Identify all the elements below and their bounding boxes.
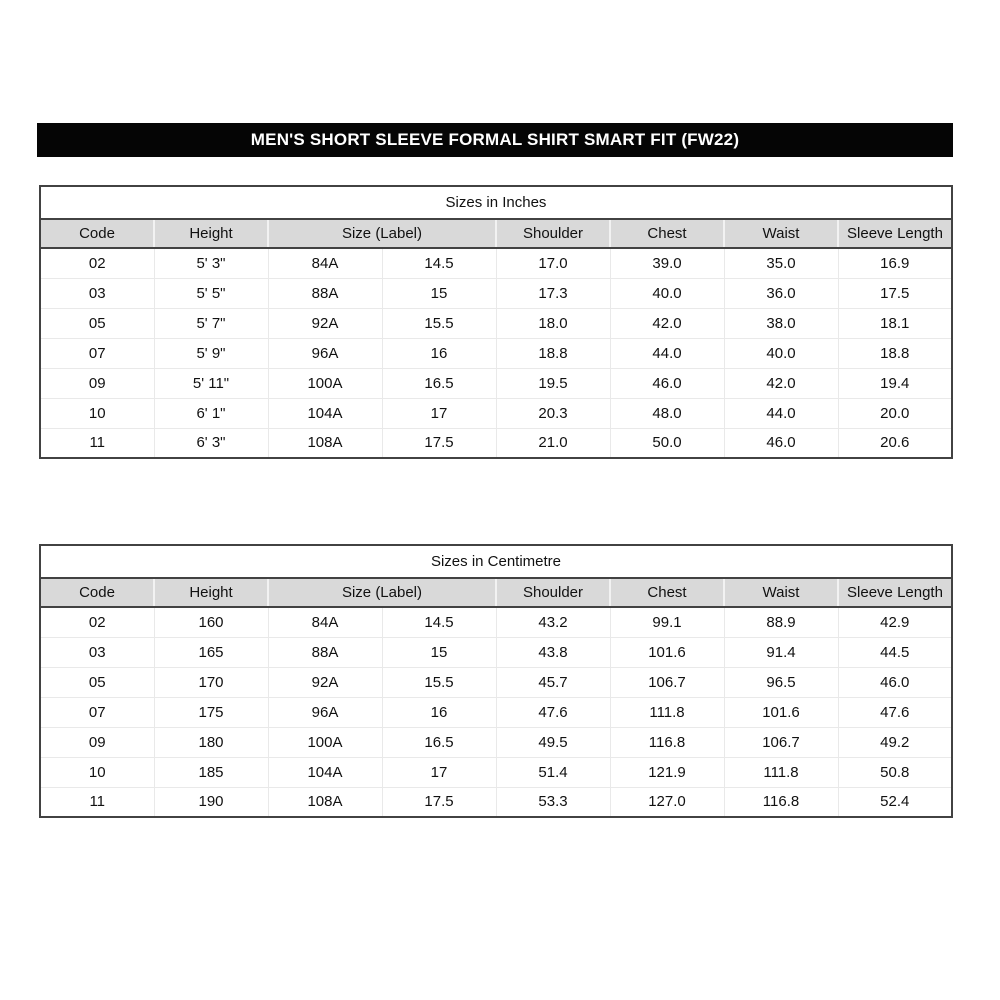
table-cell: 101.6 — [610, 637, 724, 667]
table-cell: 170 — [154, 667, 268, 697]
table-cell: 16 — [382, 697, 496, 727]
table-cell: 18.1 — [838, 308, 952, 338]
table-caption-row — [40, 186, 952, 219]
table-cell: 16.5 — [382, 727, 496, 757]
table-cell: 104A — [268, 398, 382, 428]
table-cell: 108A — [268, 428, 382, 458]
table-cell: 07 — [40, 338, 154, 368]
table-cell: 18.8 — [496, 338, 610, 368]
table-cell: 175 — [154, 697, 268, 727]
table-row — [40, 398, 952, 428]
column-header-code: Code — [40, 578, 154, 607]
table-cell: 46.0 — [724, 428, 838, 458]
centimetre-table — [39, 544, 953, 818]
table-cell: 99.1 — [610, 607, 724, 637]
column-header-height: Height — [154, 578, 268, 607]
table-cell: 15.5 — [382, 308, 496, 338]
table-cell: 5' 7" — [154, 308, 268, 338]
table-cell: 20.6 — [838, 428, 952, 458]
table-cell: 43.8 — [496, 637, 610, 667]
table-cell: 49.2 — [838, 727, 952, 757]
table-cell: 121.9 — [610, 757, 724, 787]
column-header-waist: Waist — [724, 219, 838, 248]
table-cell: 96.5 — [724, 667, 838, 697]
table-cell: 03 — [40, 637, 154, 667]
table-cell: 42.0 — [724, 368, 838, 398]
table-cell: 44.0 — [724, 398, 838, 428]
table-cell: 07 — [40, 697, 154, 727]
table-cell: 44.0 — [610, 338, 724, 368]
table-cell: 17.5 — [382, 787, 496, 817]
table-cell: 43.2 — [496, 607, 610, 637]
table-cell: 15 — [382, 278, 496, 308]
table-cell: 14.5 — [382, 607, 496, 637]
table-cell: 111.8 — [724, 757, 838, 787]
column-header-size-label: Size (Label) — [268, 578, 496, 607]
table-cell: 104A — [268, 757, 382, 787]
table-cell: 02 — [40, 248, 154, 278]
table-cell: 35.0 — [724, 248, 838, 278]
column-header-chest: Chest — [610, 219, 724, 248]
table-cell: 165 — [154, 637, 268, 667]
table-cell: 46.0 — [838, 667, 952, 697]
table-cell: 100A — [268, 727, 382, 757]
table-caption: Sizes in Inches — [40, 186, 952, 219]
table-cell: 106.7 — [610, 667, 724, 697]
table-cell: 160 — [154, 607, 268, 637]
table-cell: 44.5 — [838, 637, 952, 667]
table-cell: 96A — [268, 338, 382, 368]
column-header-waist: Waist — [724, 578, 838, 607]
table-row — [40, 607, 952, 637]
page-title: MEN'S SHORT SLEEVE FORMAL SHIRT SMART FIT (FW22) — [250, 130, 740, 149]
column-header-size-label: Size (Label) — [268, 219, 496, 248]
table-cell: 42.0 — [610, 308, 724, 338]
column-header-code: Code — [40, 219, 154, 248]
table-cell: 84A — [268, 248, 382, 278]
table-cell: 40.0 — [610, 278, 724, 308]
table-cell: 108A — [268, 787, 382, 817]
table-cell: 50.0 — [610, 428, 724, 458]
table-cell: 47.6 — [838, 697, 952, 727]
table-cell: 116.8 — [610, 727, 724, 757]
table-caption: Sizes in Centimetre — [40, 545, 952, 578]
table-caption-row — [40, 545, 952, 578]
table-cell: 42.9 — [838, 607, 952, 637]
table-cell: 50.8 — [838, 757, 952, 787]
table-cell: 21.0 — [496, 428, 610, 458]
table-cell: 18.8 — [838, 338, 952, 368]
table-cell: 52.4 — [838, 787, 952, 817]
table-cell: 17.0 — [496, 248, 610, 278]
table-cell: 14.5 — [382, 248, 496, 278]
table-cell: 17.5 — [382, 428, 496, 458]
table-cell: 116.8 — [724, 787, 838, 817]
table-cell: 17.3 — [496, 278, 610, 308]
table-cell: 6' 1" — [154, 398, 268, 428]
table-cell: 17 — [382, 757, 496, 787]
table-row — [40, 248, 952, 278]
table-cell: 5' 5" — [154, 278, 268, 308]
table-row — [40, 428, 952, 458]
table-cell: 11 — [40, 787, 154, 817]
table-cell: 91.4 — [724, 637, 838, 667]
table-row — [40, 787, 952, 817]
table-cell: 20.3 — [496, 398, 610, 428]
table-cell: 36.0 — [724, 278, 838, 308]
table-cell: 16.5 — [382, 368, 496, 398]
table-cell: 5' 9" — [154, 338, 268, 368]
table-cell: 39.0 — [610, 248, 724, 278]
table-row — [40, 697, 952, 727]
table-cell: 84A — [268, 607, 382, 637]
inches-table-section — [39, 185, 953, 459]
table-cell: 45.7 — [496, 667, 610, 697]
table-cell: 53.3 — [496, 787, 610, 817]
table-cell: 05 — [40, 308, 154, 338]
table-cell: 03 — [40, 278, 154, 308]
table-cell: 5' 3" — [154, 248, 268, 278]
table-cell: 106.7 — [724, 727, 838, 757]
table-header-row — [40, 578, 952, 607]
table-cell: 09 — [40, 368, 154, 398]
table-cell: 185 — [154, 757, 268, 787]
column-header-shoulder: Shoulder — [496, 578, 610, 607]
column-header-sleeve-length: Sleeve Length — [838, 578, 952, 607]
table-row — [40, 338, 952, 368]
table-cell: 88.9 — [724, 607, 838, 637]
inches-table — [39, 185, 953, 459]
table-row — [40, 308, 952, 338]
table-cell: 19.4 — [838, 368, 952, 398]
column-header-chest: Chest — [610, 578, 724, 607]
table-row — [40, 667, 952, 697]
table-cell: 100A — [268, 368, 382, 398]
table-cell: 10 — [40, 757, 154, 787]
column-header-sleeve-length: Sleeve Length — [838, 219, 952, 248]
table-row — [40, 757, 952, 787]
table-cell: 101.6 — [724, 697, 838, 727]
table-cell: 11 — [40, 428, 154, 458]
column-header-height: Height — [154, 219, 268, 248]
table-cell: 09 — [40, 727, 154, 757]
table-cell: 51.4 — [496, 757, 610, 787]
table-row — [40, 368, 952, 398]
table-cell: 92A — [268, 308, 382, 338]
table-row — [40, 278, 952, 308]
table-cell: 111.8 — [610, 697, 724, 727]
table-cell: 96A — [268, 697, 382, 727]
table-cell: 6' 3" — [154, 428, 268, 458]
table-header-row — [40, 219, 952, 248]
table-cell: 92A — [268, 667, 382, 697]
table-cell: 88A — [268, 278, 382, 308]
table-cell: 46.0 — [610, 368, 724, 398]
table-cell: 16.9 — [838, 248, 952, 278]
table-cell: 02 — [40, 607, 154, 637]
table-cell: 38.0 — [724, 308, 838, 338]
table-cell: 47.6 — [496, 697, 610, 727]
table-cell: 10 — [40, 398, 154, 428]
centimetre-table-section — [39, 544, 953, 818]
title-bar — [37, 123, 953, 157]
table-cell: 48.0 — [610, 398, 724, 428]
table-cell: 05 — [40, 667, 154, 697]
table-cell: 15 — [382, 637, 496, 667]
table-cell: 40.0 — [724, 338, 838, 368]
table-row — [40, 727, 952, 757]
table-cell: 19.5 — [496, 368, 610, 398]
table-cell: 88A — [268, 637, 382, 667]
table-cell: 18.0 — [496, 308, 610, 338]
table-cell: 49.5 — [496, 727, 610, 757]
table-row — [40, 637, 952, 667]
table-cell: 127.0 — [610, 787, 724, 817]
table-cell: 17.5 — [838, 278, 952, 308]
table-cell: 5' 11" — [154, 368, 268, 398]
table-cell: 15.5 — [382, 667, 496, 697]
table-cell: 190 — [154, 787, 268, 817]
table-cell: 20.0 — [838, 398, 952, 428]
table-cell: 180 — [154, 727, 268, 757]
table-cell: 17 — [382, 398, 496, 428]
column-header-shoulder: Shoulder — [496, 219, 610, 248]
table-cell: 16 — [382, 338, 496, 368]
